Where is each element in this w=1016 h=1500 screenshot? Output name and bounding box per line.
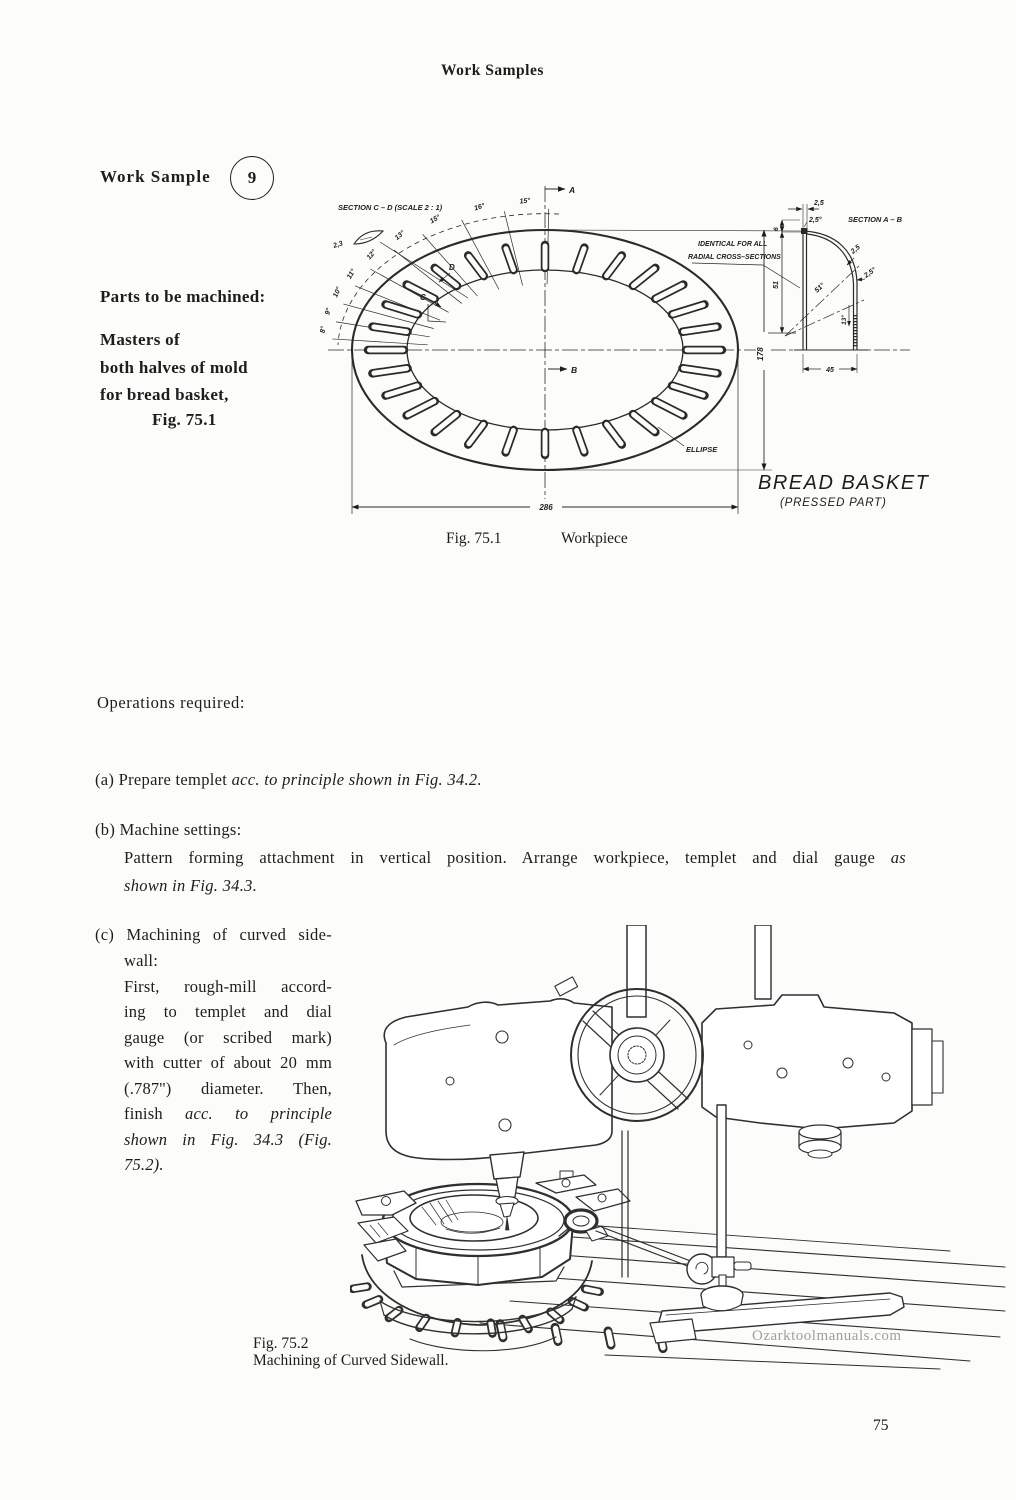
parts-line-1: Masters of (100, 330, 180, 349)
fig751-caption-number: Fig. 75.1 (446, 530, 502, 547)
operation-c-line6-italic: acc. to principle (185, 1104, 332, 1123)
angle-label: 10° (332, 286, 343, 299)
operation-c-title1: Machining of curved side- (126, 925, 333, 944)
dim-h51: 51 (773, 281, 780, 289)
operation-a-roman: (a) Prepare templet (95, 770, 232, 789)
operation-c-line5: (.787'') diameter. Then, (124, 1079, 332, 1098)
section-ab-title: SECTION A – B (848, 215, 903, 224)
angle-label: 12° (365, 248, 378, 262)
datum-d-label: D (449, 263, 455, 272)
operation-c-title (95, 925, 332, 945)
fig752-caption-number: Fig. 75.2 (253, 1335, 309, 1352)
operation-a (95, 770, 482, 790)
angle-label: 16° (473, 202, 486, 213)
operation-c-line1: First, rough-mill accord- (124, 977, 332, 996)
operation-c-prefix: (c) (95, 925, 127, 944)
parts-fig-ref: Fig. 75.1 (152, 410, 217, 429)
dim-top2: 2,5° (809, 217, 822, 224)
operation-c-title2: wall: (124, 951, 158, 970)
operations-title: Operations required: (97, 693, 246, 712)
angle-label: 11° (346, 268, 358, 281)
fig752-caption-text: Machining of Curved Sidewall. (253, 1352, 449, 1369)
parts-line-3: for bread basket, (100, 385, 229, 404)
ellipse-label: ELLIPSE (686, 445, 718, 454)
page-number: 75 (873, 1417, 889, 1434)
angle-label: 9° (324, 307, 333, 316)
height-dim-label: 178 (756, 347, 765, 361)
page-header: Work Samples (441, 62, 544, 79)
operation-b-line2: shown in Fig. 34.3. (124, 876, 258, 895)
operation-c-line3: gauge (or scribed mark) (124, 1028, 332, 1047)
dim-arc2: 2,5° (863, 266, 878, 280)
operation-b-line1-roman: Pattern forming attachment in vertical position. Arrange workpiece, templet and dial gauge (124, 848, 891, 867)
part-subtitle-label: (PRESSED PART) (780, 497, 887, 509)
operation-c-line8: 75.2). (124, 1155, 164, 1174)
parts-line-2: both halves of mold (100, 357, 248, 377)
operation-b-line1 (124, 848, 906, 868)
milling-head (384, 925, 943, 1160)
datum-c-label: C (420, 293, 426, 302)
datum-b-label: B (571, 365, 578, 375)
dim-bottom: 45 (826, 367, 834, 374)
operation-c-line4: with cutter of about 20 mm (124, 1053, 332, 1072)
operation-b-title: (b) Machine settings: (95, 820, 242, 839)
operation-a-italic: acc. to principle shown in Fig. 34.2. (231, 770, 482, 789)
fig751-caption-text: Workpiece (561, 530, 628, 547)
watermark: Ozarktoolmanuals.com (752, 1328, 902, 1344)
dim-r51: 51° (813, 282, 827, 295)
work-sample-label: Work Sample (100, 167, 211, 186)
section-cd-title: SECTION C – D (SCALE 2 : 1) (338, 203, 443, 212)
parts-title: Parts to be machined: (100, 287, 266, 306)
dim-top: 2,5 (814, 200, 824, 207)
fig752-caption (253, 1335, 448, 1369)
operation-c-line6-roman: finish (124, 1104, 186, 1123)
radial-note-line2: RADIAL CROSS–SECTIONS (688, 254, 781, 261)
operation-c-line6 (124, 1104, 332, 1124)
cd-thickness-dim: 2,3 (332, 240, 344, 250)
operation-c-line7: shown in Fig. 34.3 (Fig. (124, 1130, 332, 1149)
part-name-label: BREAD BASKET (758, 472, 930, 494)
dim-wall: 6 (773, 227, 780, 231)
fig751-caption (446, 530, 628, 548)
width-dim-label: 286 (539, 503, 553, 512)
angle-label: 13° (393, 229, 407, 242)
work-sample-number-badge: 9 (230, 156, 274, 200)
fig752-machine-drawing (350, 925, 1010, 1370)
angle-label: 15° (519, 197, 531, 206)
datum-a-label: A (569, 185, 576, 195)
dim-angle13: 13° (841, 315, 848, 325)
angle-label: 15° (428, 214, 442, 226)
dial-stand (650, 1105, 904, 1343)
operation-b-line1-italic: as (890, 848, 906, 867)
angle-label: 8° (320, 325, 328, 334)
dim-arc: 2,5 (849, 243, 862, 256)
operation-c-line2: ing to templet and dial (124, 1002, 332, 1021)
dial-indicator (559, 1210, 701, 1270)
radial-note-line1: IDENTICAL FOR ALL (698, 241, 768, 248)
